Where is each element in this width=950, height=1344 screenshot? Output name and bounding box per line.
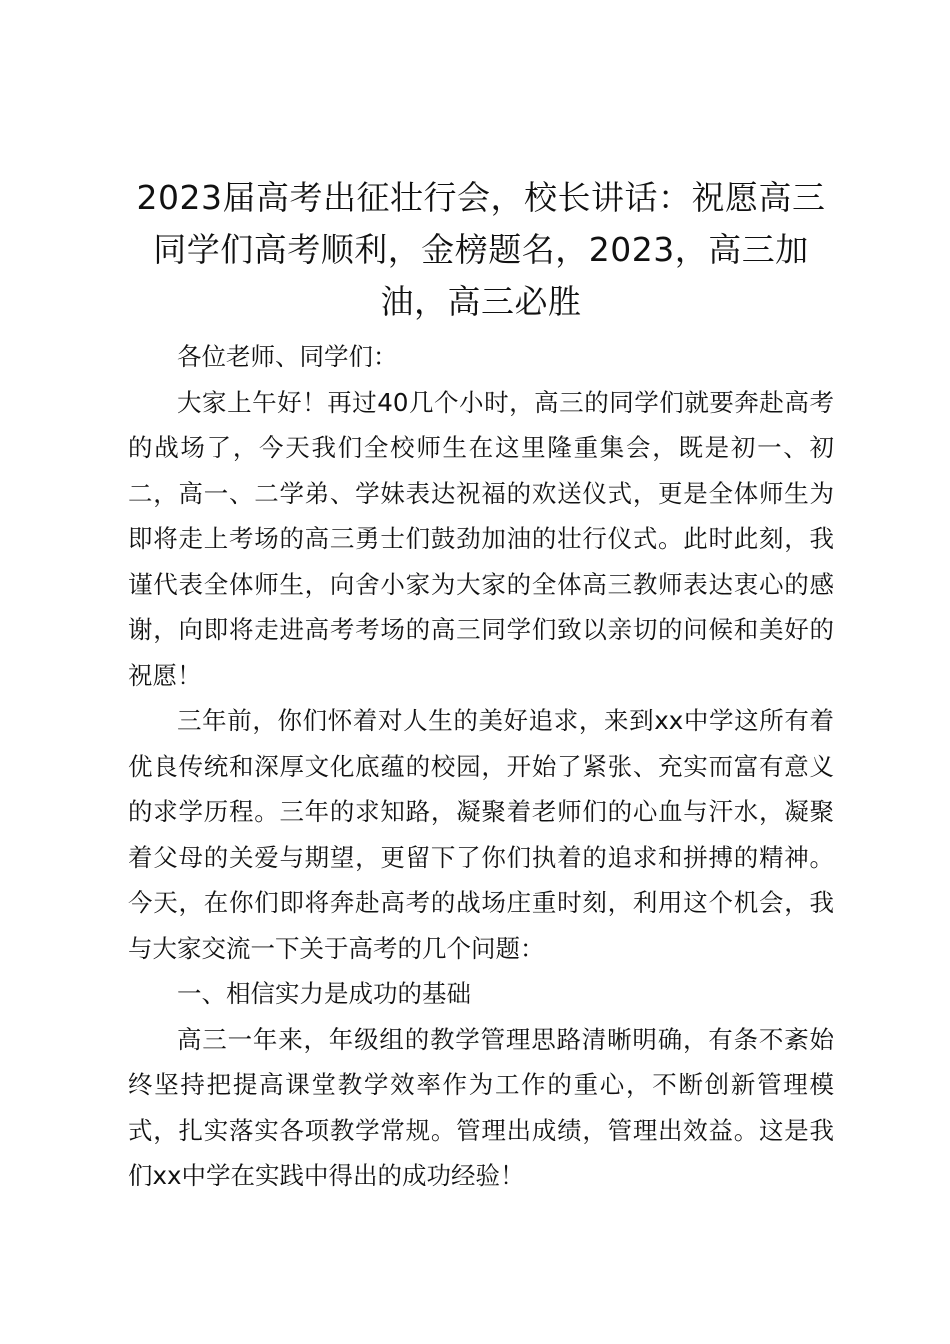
document-page <box>128 172 834 1199</box>
three-years-paragraph: 三年前，你们怀着对人生的美好追求，来到xx中学这所有着优良传统和深厚文化底蕴的校园，开始了紧张、充实而富有意义的求学历程。三年的求知路，凝聚着老师们的心血与汗水，凝聚着父母的关爱与期望，更留下了你们执着的追求和拼搏的精神。今天，在你们即将奔赴高考的战场庄重时刻，利用这个机会，我与大家交流一下关于高考的几个问题： <box>128 706 834 963</box>
salutation-paragraph: 各位老师、同学们： <box>177 342 398 371</box>
greeting-paragraph: 大家上午好！再过40几个小时，高三的同学们就要奔赴高考的战场了，今天我们全校师生在这里隆重集会，既是初一、初二，高一、二学弟、学妹表达祝福的欢送仪式，更是全体师生为即将走上考场的高三勇士们鼓劲加油的壮行仪式。此时此刻，我谨代表全体师生，向舍小家为大家的全体高三教师表达衷心的感谢，向即将走进高考考场的高三同学们致以亲切的问候和美好的祝愿！ <box>128 387 834 690</box>
document-title: 2023届高考出征壮行会，校长讲话：祝愿高三同学们高考顺利，金榜题名，2023，高三加油，高三必胜 <box>136 178 826 321</box>
management-paragraph: 高三一年来，年级组的教学管理思路清晰明确，有条不紊始终坚持把提高课堂教学效率作为工作的重心，不断创新管理模式，扎实落实各项教学常规。管理出成绩，管理出效益。这是我们xx中学在实践中得出的成功经验！ <box>128 1024 834 1190</box>
section-heading-one: 一、相信实力是成功的基础 <box>177 979 471 1008</box>
